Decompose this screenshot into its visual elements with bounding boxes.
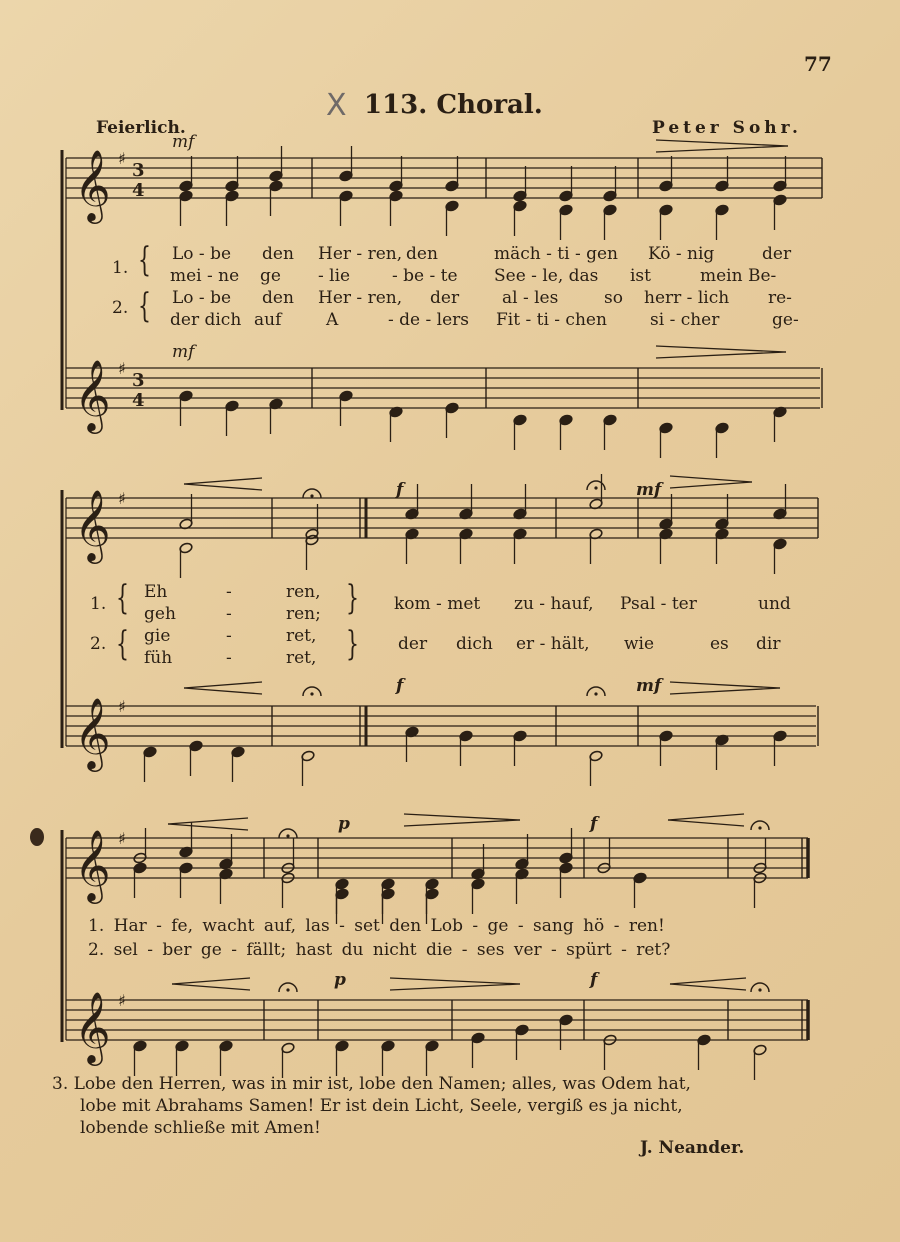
svg-text:♯: ♯ <box>118 489 126 508</box>
svg-text:3: 3 <box>132 370 145 391</box>
dynamic-f: f <box>396 676 404 696</box>
verse-brace: { <box>116 578 129 618</box>
svg-text:𝄞: 𝄞 <box>74 696 111 769</box>
svg-text:𝄞: 𝄞 <box>74 358 111 431</box>
verse-number: 2. <box>90 634 107 654</box>
svg-text:♯: ♯ <box>118 359 126 378</box>
tempo-marking: Feierlich. <box>96 118 186 138</box>
verse-number: 2. <box>112 298 129 318</box>
lyric-syllable: so <box>604 288 623 308</box>
lyric-syllable: ren; <box>286 604 321 624</box>
lyric-syllable: Psal - ter <box>620 594 697 614</box>
lyric-syllable: herr - lich <box>644 288 730 308</box>
lyric-syllable: gie <box>144 626 171 646</box>
page-number: 77 <box>804 52 832 76</box>
verse-number: 1. <box>90 594 107 614</box>
lyric-syllable: mäch - ti - gen <box>494 244 618 264</box>
dynamic-mf: mf <box>636 676 662 696</box>
lyricist-name: J. Neander. <box>640 1138 745 1158</box>
lyric-syllable: - de - lers <box>388 310 469 330</box>
lyric-syllable: Lo - be <box>172 288 232 308</box>
lyric-syllable: den <box>406 244 438 264</box>
lyric-syllable: si - cher <box>650 310 720 330</box>
lyric-syllable: Fit - ti - chen <box>496 310 607 330</box>
song-title: 113. Choral. <box>364 90 543 120</box>
svg-text:𝄞: 𝄞 <box>74 148 111 221</box>
lyric-syllable: ge <box>260 266 281 286</box>
verse-brace-close: } <box>346 578 359 618</box>
lyric-syllable: al - les <box>502 288 559 308</box>
lyric-syllable: füh <box>144 648 173 668</box>
lyric-syllable: dir <box>756 634 781 654</box>
lyric-syllable: ge- <box>772 310 799 330</box>
svg-text:♯: ♯ <box>118 991 126 1010</box>
lyric-syllable: ret, <box>286 648 317 668</box>
svg-text:𝄞: 𝄞 <box>74 990 111 1063</box>
verse3-line: 3. Lobe den Herren, was in mir ist, lobe den Namen; alles, was Odem hat, <box>52 1074 691 1094</box>
lyric-syllable: re- <box>768 288 792 308</box>
lyric-syllable: - <box>226 626 232 646</box>
svg-text:𝄞: 𝄞 <box>74 488 111 561</box>
svg-text:4: 4 <box>132 390 145 411</box>
dynamic-f: f <box>590 970 598 990</box>
verse-brace-close: } <box>346 624 359 664</box>
lyric-syllable: Lo - be <box>172 244 232 264</box>
lyric-syllable: der <box>762 244 792 264</box>
dynamic-mf: mf <box>172 342 195 362</box>
lyric-syllable: ist <box>630 266 651 286</box>
lyric-syllable: mei - ne <box>170 266 240 286</box>
lyric-syllable: Eh <box>144 582 168 602</box>
lyric-line: 2. sel - ber ge - fällt; hast du nicht die - ses ver - spürt - ret? <box>88 940 671 960</box>
verse-number: 1. <box>112 258 129 278</box>
dynamic-f: f <box>396 480 404 500</box>
dynamic-p: p <box>334 970 346 990</box>
svg-text:4: 4 <box>132 180 145 201</box>
lyric-syllable: der <box>430 288 460 308</box>
lyric-syllable: ret, <box>286 626 317 646</box>
lyric-syllable: - be - te <box>392 266 458 286</box>
pencil-annotation: X <box>326 88 347 123</box>
lyric-syllable: geh <box>144 604 176 624</box>
svg-text:𝄞: 𝄞 <box>74 828 111 901</box>
lyric-syllable: den <box>262 288 294 308</box>
verse3-line: lobe mit Abrahams Samen! Er ist dein Licht, Seele, vergiß es ja nicht, <box>80 1096 683 1116</box>
lyric-syllable: kom - met <box>394 594 481 614</box>
verse-brace: { <box>138 240 151 280</box>
svg-text:♯: ♯ <box>118 149 126 168</box>
lyric-line: 1. Har - fe, wacht auf, las - set den Lob - ge - sang hö - ren! <box>88 916 665 936</box>
verse-brace: { <box>138 286 151 326</box>
verse3-line: lobende schließe mit Amen! <box>80 1118 321 1138</box>
lyric-syllable: den <box>262 244 294 264</box>
lyric-syllable: A <box>326 310 339 330</box>
lyric-syllable: dich <box>456 634 493 654</box>
svg-text:♯: ♯ <box>118 829 126 848</box>
lyric-syllable: - lie <box>318 266 351 286</box>
lyric-syllable: der <box>398 634 428 654</box>
lyric-syllable: ren, <box>286 582 321 602</box>
composer-name: Peter Sohr. <box>652 118 802 138</box>
dynamic-p: p <box>338 814 350 834</box>
lyric-syllable: - <box>226 582 232 602</box>
lyric-syllable: der dich <box>170 310 242 330</box>
lyric-syllable: auf <box>254 310 282 330</box>
dynamic-mf: mf <box>636 480 662 500</box>
lyric-syllable: er - hält, <box>516 634 590 654</box>
lyric-syllable: Her - ren, <box>318 288 403 308</box>
lyric-syllable: und <box>758 594 791 614</box>
verse-brace: { <box>116 624 129 664</box>
lyric-syllable: - <box>226 604 232 624</box>
lyric-syllable: zu - hauf, <box>514 594 594 614</box>
lyric-syllable: Kö - nig <box>648 244 715 264</box>
svg-text:3: 3 <box>132 160 145 181</box>
lyric-syllable: es <box>710 634 729 654</box>
lyric-syllable: mein Be- <box>700 266 777 286</box>
lyric-syllable: Her - ren, <box>318 244 403 264</box>
dynamic-f: f <box>590 814 598 834</box>
lyric-syllable: - <box>226 648 232 668</box>
lyric-syllable: wie <box>624 634 655 654</box>
lyric-syllable: See - le, das <box>494 266 599 286</box>
dynamic-mf: mf <box>172 132 195 152</box>
svg-text:♯: ♯ <box>118 697 126 716</box>
